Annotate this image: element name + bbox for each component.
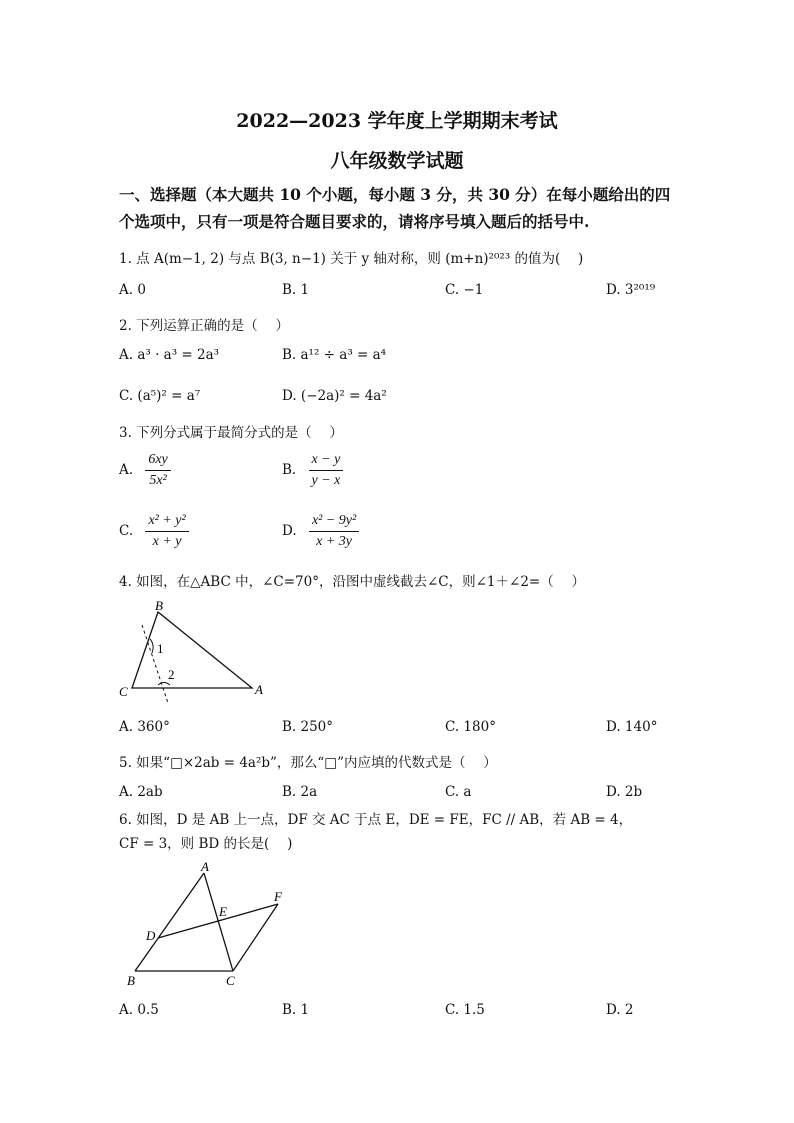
- point-b-label: B: [127, 973, 135, 988]
- segment-df: [158, 904, 278, 938]
- question-2-option-b[interactable]: B. a¹² ÷ a³ = a⁴: [282, 347, 387, 363]
- fraction: [145, 513, 188, 550]
- question-2-stem: 2. 下列运算正确的是（ ）: [119, 318, 289, 334]
- question-5-stem: 5. 如果“□×2ab = 4a²b”，那么“□”内应填的代数式是（ ）: [119, 755, 497, 771]
- question-5-option-b[interactable]: B. 2a: [282, 784, 318, 800]
- question-4-option-d[interactable]: D. 140°: [606, 719, 658, 735]
- exam-title: 2022—2023 学年度上学期期末考试: [236, 110, 558, 132]
- parallelogram-figure: [118, 858, 298, 990]
- point-c-label: C: [226, 973, 235, 988]
- option-label: D.: [282, 523, 297, 539]
- option-label: A.: [119, 462, 134, 478]
- question-5-option-c[interactable]: C. a: [445, 784, 472, 800]
- segment-ab: [135, 873, 204, 971]
- fraction-denominator: x + y: [152, 534, 182, 549]
- question-6-option-d[interactable]: D. 2: [606, 1002, 634, 1018]
- question-5-option-d[interactable]: D. 2b: [606, 784, 643, 800]
- question-1-option-c[interactable]: C. −1: [445, 282, 484, 298]
- triangle-abc-figure: [112, 595, 272, 707]
- question-3-option-d[interactable]: [282, 513, 359, 550]
- fraction-numerator: x² − 9y²: [309, 513, 359, 532]
- segment-ac: [204, 873, 233, 971]
- question-3-option-b[interactable]: [282, 452, 343, 489]
- angle-2-arc: [158, 683, 170, 686]
- angle-2-label: 2: [168, 667, 175, 682]
- vertex-a-label: A: [255, 682, 263, 697]
- fraction-numerator: x² + y²: [145, 513, 188, 532]
- question-3-stem: 3. 下列分式属于最简分式的是（ ）: [119, 425, 343, 441]
- segment-cf: [233, 904, 278, 971]
- cut-dashed-line: [142, 625, 168, 703]
- question-4-stem: 4. 如图，在△ABC 中，∠C=70°，沿图中虚线截去∠C，则∠1＋∠2=（ ）: [119, 574, 586, 590]
- point-d-label: D: [146, 928, 156, 943]
- question-1-option-b[interactable]: B. 1: [282, 282, 310, 298]
- question-6-stem-line1: 6. 如图，D 是 AB 上一点，DF 交 AC 于点 E，DE = FE，FC // AB，若 AB = 4，: [119, 812, 633, 828]
- vertex-c-label: C: [119, 684, 128, 699]
- question-1-option-a[interactable]: A. 0: [119, 282, 146, 298]
- fraction: [309, 513, 359, 550]
- section-heading-line1: 一、选择题（本大题共 10 个小题，每小题 3 分，共 30 分）在每小题给出的四: [119, 185, 671, 204]
- question-3-option-a[interactable]: [119, 452, 171, 489]
- question-5-option-a[interactable]: A. 2ab: [119, 784, 163, 800]
- question-1-option-d[interactable]: D. 3²⁰¹⁹: [606, 282, 656, 298]
- fraction-numerator: x − y: [309, 452, 344, 471]
- angle-1-arc: [150, 639, 153, 653]
- point-a-label: A: [201, 859, 209, 874]
- point-e-label: E: [219, 904, 227, 919]
- question-4-option-b[interactable]: B. 250°: [282, 719, 334, 735]
- question-1-stem: 1. 点 A(m−1, 2) 与点 B(3, n−1) 关于 y 轴对称，则 (m+n)²⁰²³ 的值为( ): [119, 251, 584, 267]
- fraction-denominator: x + 3y: [316, 534, 353, 549]
- option-label: C.: [119, 523, 134, 539]
- fraction-denominator: y − x: [311, 473, 341, 488]
- point-f-label: F: [274, 889, 282, 904]
- question-6-option-a[interactable]: A. 0.5: [119, 1002, 159, 1018]
- section-heading-line2: 个选项中，只有一项是符合题目要求的，请将序号填入题后的括号中.: [119, 212, 590, 231]
- fraction: [145, 452, 170, 489]
- fraction-numerator: 6xy: [145, 452, 170, 471]
- question-6-stem-line2: CF = 3，则 BD 的长是( ): [119, 836, 293, 852]
- fraction: [309, 452, 344, 489]
- exam-subtitle: 八年级数学试题: [330, 150, 464, 172]
- question-2-option-c[interactable]: C. (a⁵)² = a⁷: [119, 388, 201, 404]
- question-2-option-d[interactable]: D. (−2a)² = 4a²: [282, 388, 387, 404]
- fraction-denominator: 5x²: [149, 473, 167, 488]
- question-3-option-c[interactable]: [119, 513, 189, 550]
- question-6-option-b[interactable]: B. 1: [282, 1002, 310, 1018]
- question-2-option-a[interactable]: A. a³ · a³ = 2a³: [119, 347, 220, 363]
- question-4-option-a[interactable]: A. 360°: [119, 719, 170, 735]
- angle-1-label: 1: [157, 641, 164, 656]
- option-label: B.: [282, 462, 297, 478]
- vertex-b-label: B: [155, 598, 163, 613]
- question-6-option-c[interactable]: C. 1.5: [445, 1002, 485, 1018]
- question-4-option-c[interactable]: C. 180°: [445, 719, 496, 735]
